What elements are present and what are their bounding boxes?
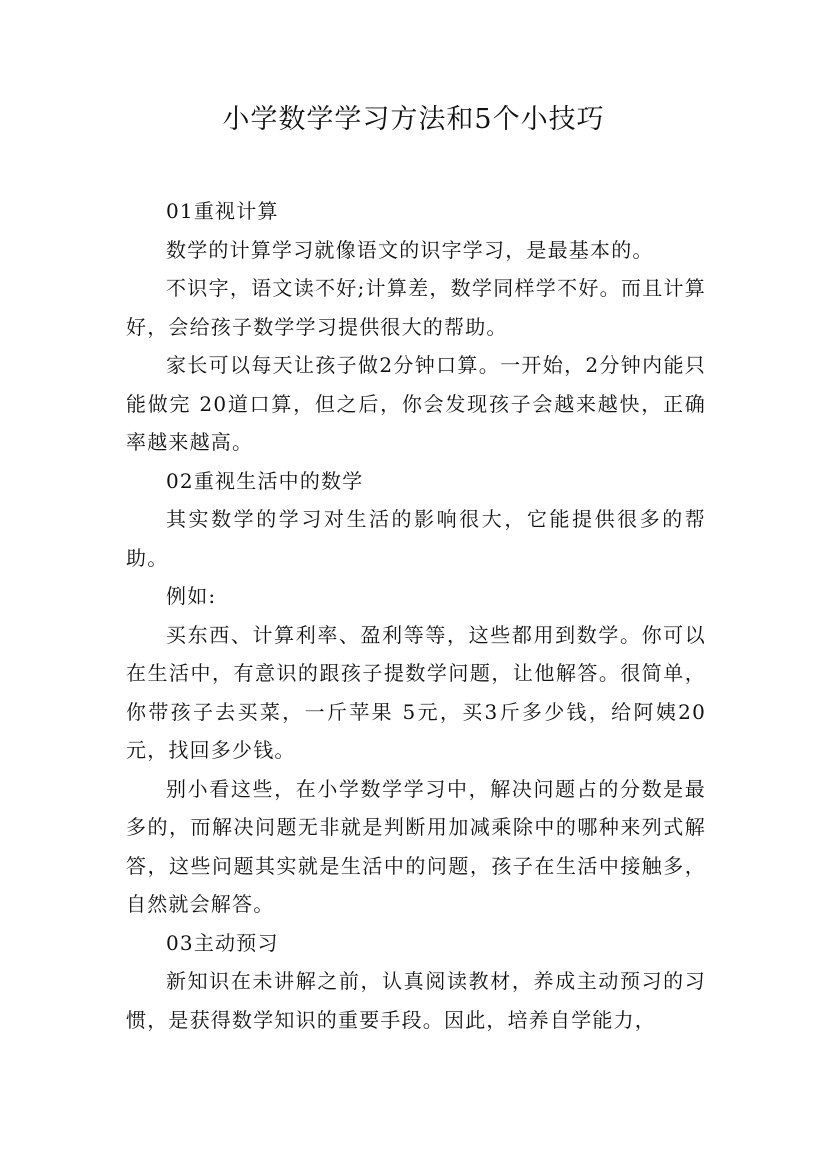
paragraph: 别小看这些，在小学数学学习中，解决问题占的分数是最多的，而解决问题无非就是判断用加减乘除中的哪种来列式解答，这些问题其实就是生活中的问题，孩子在生活中接触多，自然就会解答。 xyxy=(126,776,706,916)
paragraph: 其实数学的学习对生活的影响很大，它能提供很多的帮助。 xyxy=(126,507,706,570)
paragraph: 例如: xyxy=(166,584,217,608)
paragraph: 数学的计算学习就像语文的识字学习，是最基本的。 xyxy=(166,237,654,262)
paragraph: 买东西、计算利率、盈利等等，这些都用到数学。你可以在生活中，有意识的跟孩子提数学问题，让他解答。很简单，你带孩子去买菜，一斤苹果 5元，买3斤多少钱，给阿姨20元，找回多少钱。 xyxy=(126,622,706,762)
paragraph: 新知识在未讲解之前，认真阅读教材，养成主动预习的习惯，是获得数学知识的重要手段。因此，培养自学能力， xyxy=(126,969,706,1032)
section-heading-2: 02重视生活中的数学 xyxy=(166,468,364,493)
document-body xyxy=(126,192,706,1039)
section-heading-3: 03主动预习 xyxy=(166,930,279,955)
paragraph: 不识字，语文读不好;计算差，数学同样学不好。而且计算好，会给孩子数学学习提供很大的帮助。 xyxy=(126,276,706,339)
section-heading-1: 01重视计算 xyxy=(166,199,279,223)
document-title: 小学数学学习方法和5个小技巧 xyxy=(222,104,605,135)
paragraph: 家长可以每天让孩子做2分钟口算。一开始，2分钟内能只能做完 20道口算，但之后，你会发现孩子会越来越快，正确率越来越高。 xyxy=(126,353,706,454)
